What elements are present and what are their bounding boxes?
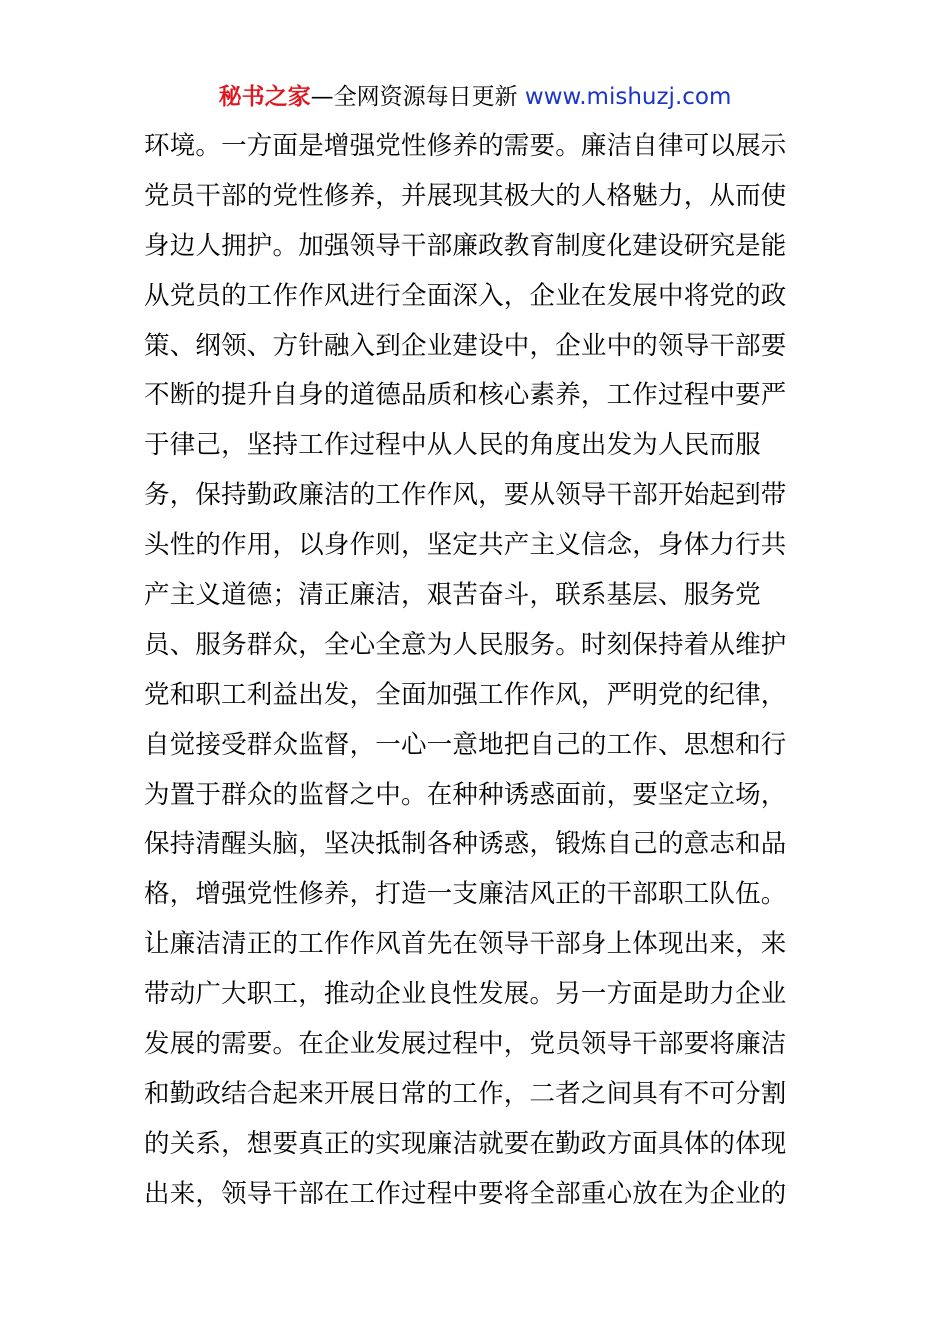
text-line: 环境。一方面是增强党性修养的需要。廉洁自律可以展示 [144, 131, 787, 161]
text-line: 务，保持勤政廉洁的工作作风，要从领导干部开始起到带 [144, 480, 787, 511]
text-line: 产主义道德；清正廉洁，艰苦奋斗，联系基层、服务党 [144, 580, 761, 611]
text-line: 党员干部的党性修养，并展现其极大的人格魅力，从而使 [144, 180, 787, 211]
text-line: 发展的需要。在企业发展过程中，党员领导干部要将廉洁 [144, 1029, 787, 1060]
text-line: 于律己，坚持工作过程中从人民的角度出发为人民而服 [144, 430, 761, 461]
text-line: 保持清醒头脑，坚决抵制各种诱惑，锻炼自己的意志和品 [144, 829, 787, 860]
text-line: 带动广大职工，推动企业良性发展。另一方面是助力企业 [144, 979, 787, 1010]
text-line: 的关系，想要真正的实现廉洁就要在勤政方面具体的体现 [144, 1128, 787, 1159]
body-text [144, 122, 814, 1220]
page-header [0, 80, 950, 114]
text-line: 员、服务群众，全心全意为人民服务。时刻保持着从维护 [144, 629, 787, 660]
text-line: 头性的作用，以身作则，坚定共产主义信念，身体力行共 [144, 530, 787, 561]
text-line: 党和职工利益出发，全面加强工作作风，严明党的纪律， [144, 679, 787, 710]
header-tagline: —全网资源每日更新 [310, 84, 525, 110]
text-line: 让廉洁清正的工作作风首先在领导干部身上体现出来，来 [144, 929, 787, 960]
brand-name: 秘书之家 [218, 84, 311, 110]
text-line: 为置于群众的监督之中。在种种诱惑面前，要坚定立场， [144, 779, 787, 810]
text-line: 不断的提升自身的道德品质和核心素养，工作过程中要严 [144, 380, 787, 411]
text-line: 和勤政结合起来开展日常的工作，二者之间具有不可分割 [144, 1078, 787, 1109]
site-url-link[interactable]: www.mishuzj.com [524, 84, 732, 110]
text-line: 格，增强党性修养，打造一支廉洁风正的干部职工队伍。 [144, 879, 787, 910]
text-line: 出来，领导干部在工作过程中要将全部重心放在为企业的 [144, 1178, 787, 1209]
text-line: 策、纲领、方针融入到企业建设中，企业中的领导干部要 [144, 330, 787, 361]
text-line: 身边人拥护。加强领导干部廉政教育制度化建设研究是能 [144, 230, 787, 261]
text-line: 从党员的工作作风进行全面深入，企业在发展中将党的政 [144, 280, 787, 311]
text-line: 自觉接受群众监督，一心一意地把自己的工作、思想和行 [144, 729, 787, 760]
